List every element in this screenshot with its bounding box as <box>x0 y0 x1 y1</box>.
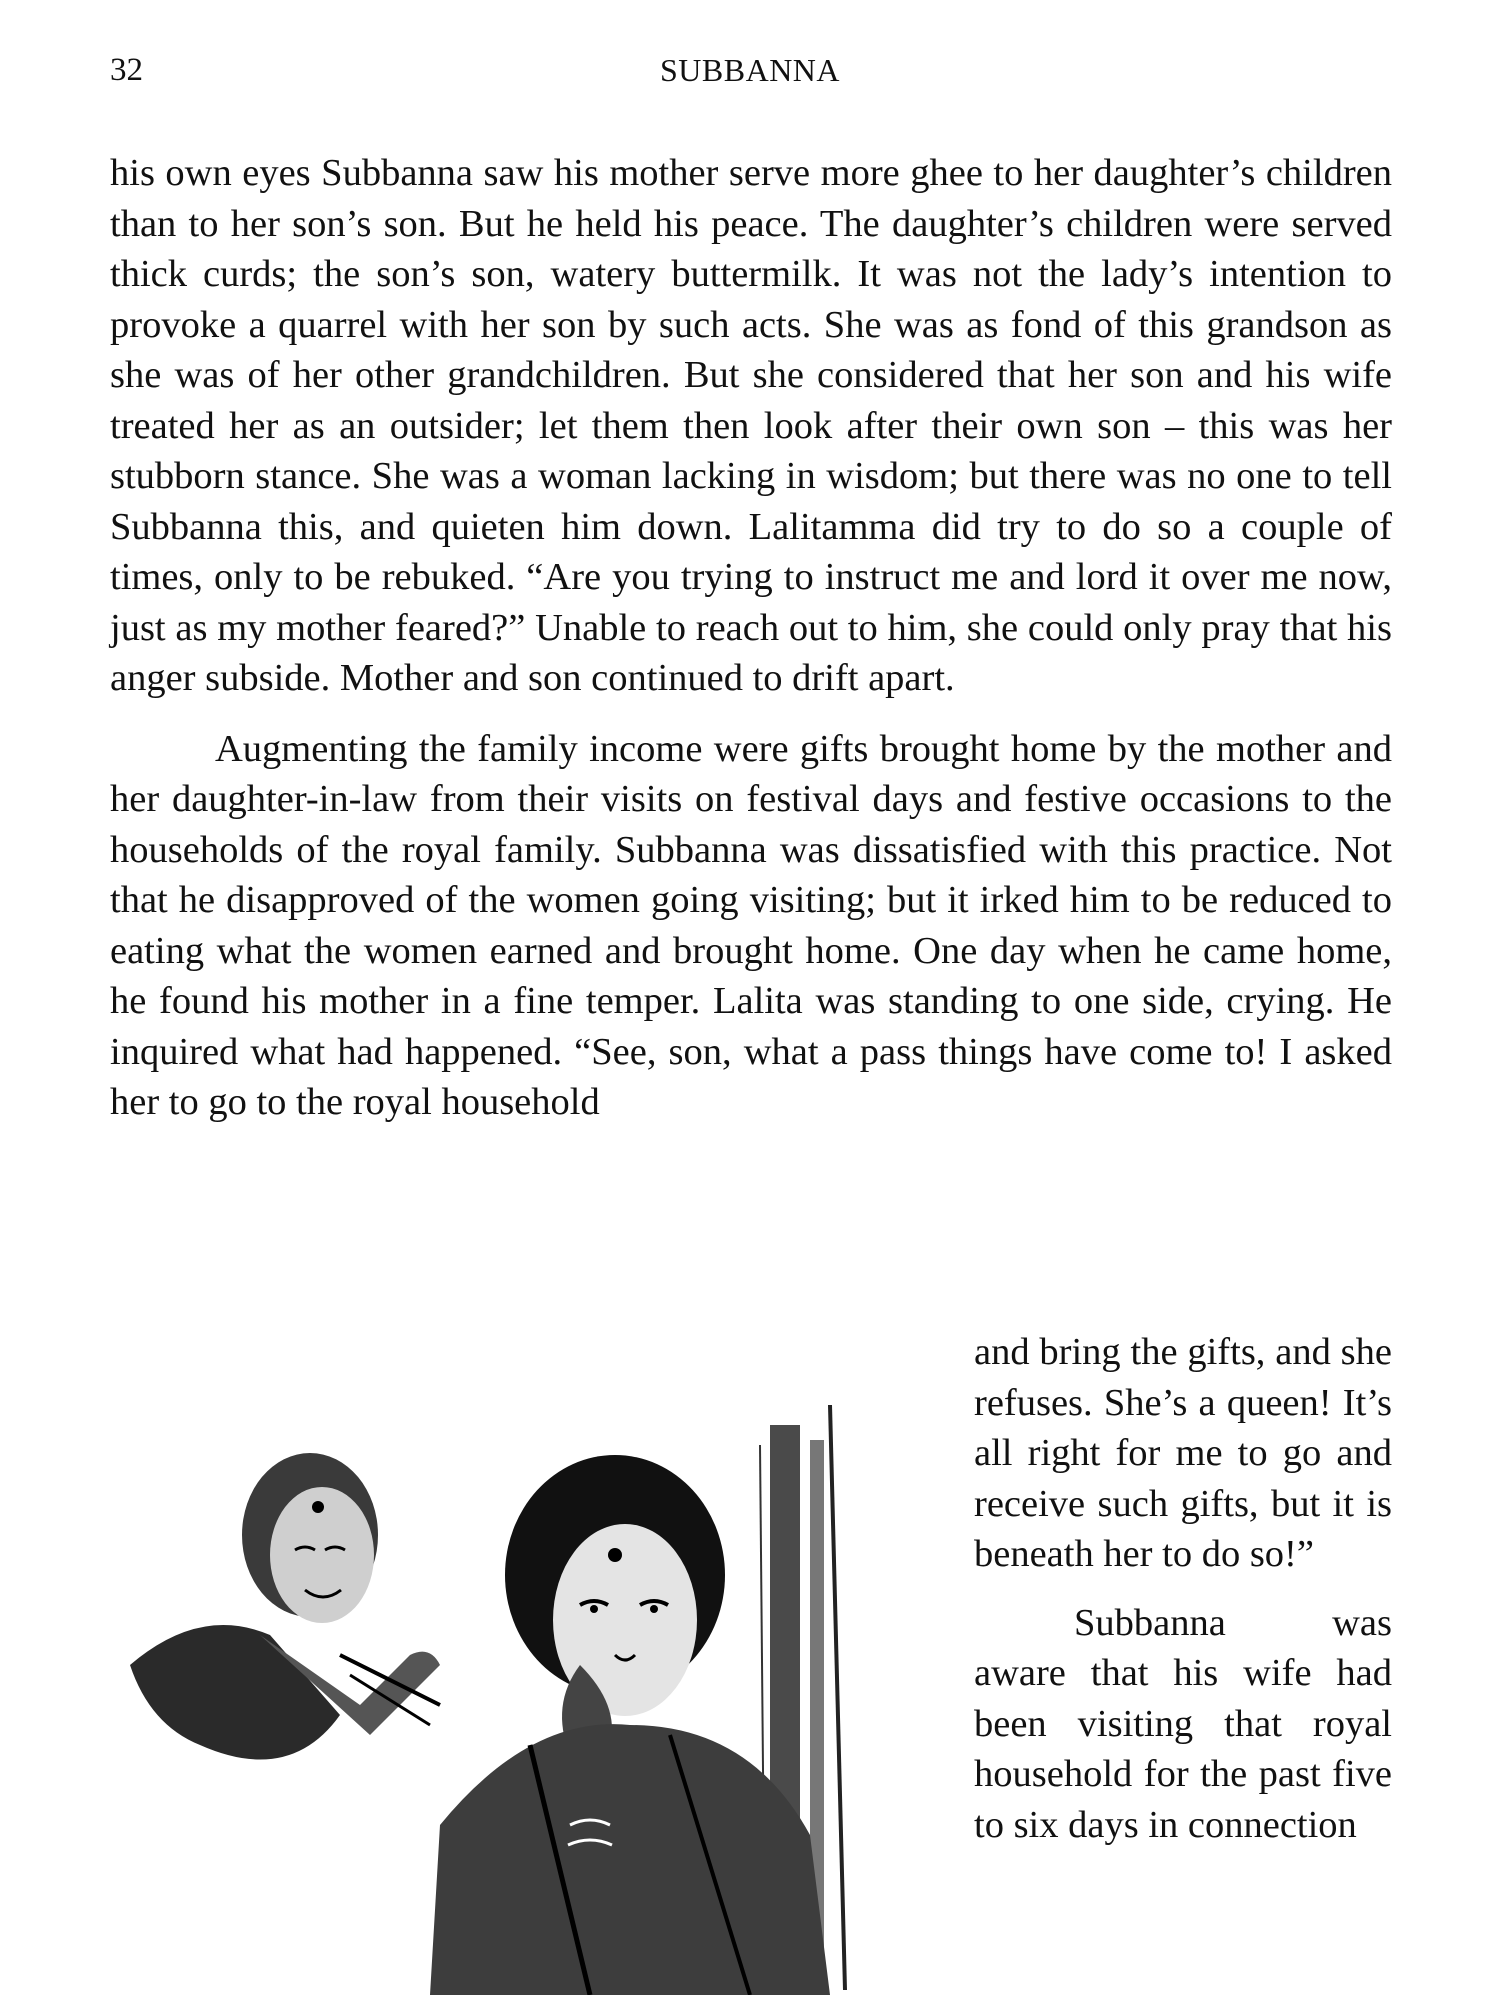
illustrated-section <box>110 1327 1392 2000</box>
two-women-illustration <box>110 1405 930 1995</box>
side-paragraph-2: Subbanna was aware that his wife had been visiting that royal household for the past five to six days in connection <box>974 1601 1392 1846</box>
page-header <box>110 52 1390 102</box>
older-woman-figure <box>130 1453 440 1760</box>
side-paragraph-1: and bring the gifts, and she refuses. She’s a queen! It’s all right for me to go and receive such gifts, but it is beneath her to do so!” <box>974 1331 1392 1575</box>
page-number: 32 <box>110 52 143 88</box>
main-text <box>110 148 1392 1128</box>
paragraph-1: his own eyes Subbanna saw his mother serve more ghee to her daughter’s children than to her son’s son. But he held his peace. The daughter’s children were served thick curds; the son’s son, watery buttermilk. It was not the lady’s intention to provoke a quarrel with her son by such acts. She was as fond of this grandson as she was of her other grandchildren. But she considered that her son and his wife treated her as an outsider; let them then look after their own son – this was her stubborn stance. She was a woman lacking in wisdom; but there was no one to tell Subbanna this, and quieten him down. Lalitamma did try to do so a couple of times, only to be rebuked. “Are you trying to instruct me and lord it over me now, just as my mother feared?” Unable to reach out to him, she could only pray that his anger subside. Mother and son continued to drift apart. <box>110 152 1392 699</box>
paragraph-2: Augmenting the family income were gifts brought home by the mother and her daughter-in-law from their visits on festival days and festive occasions to the households of the royal family. Subbanna was dissatisfied with this practice. Not that he disapproved of the women going visiting; but it irked him to be reduced to eating what the women earned and brought home. One day when he came home, he found his mother in a fine temper. Lalita was standing to one side, crying. He inquired what had happened. “See, son, what a pass things have come to! I asked her to go to the royal household <box>110 727 1392 1123</box>
running-title: SUBBANNA <box>659 52 841 88</box>
side-text-column <box>974 1327 1392 1850</box>
